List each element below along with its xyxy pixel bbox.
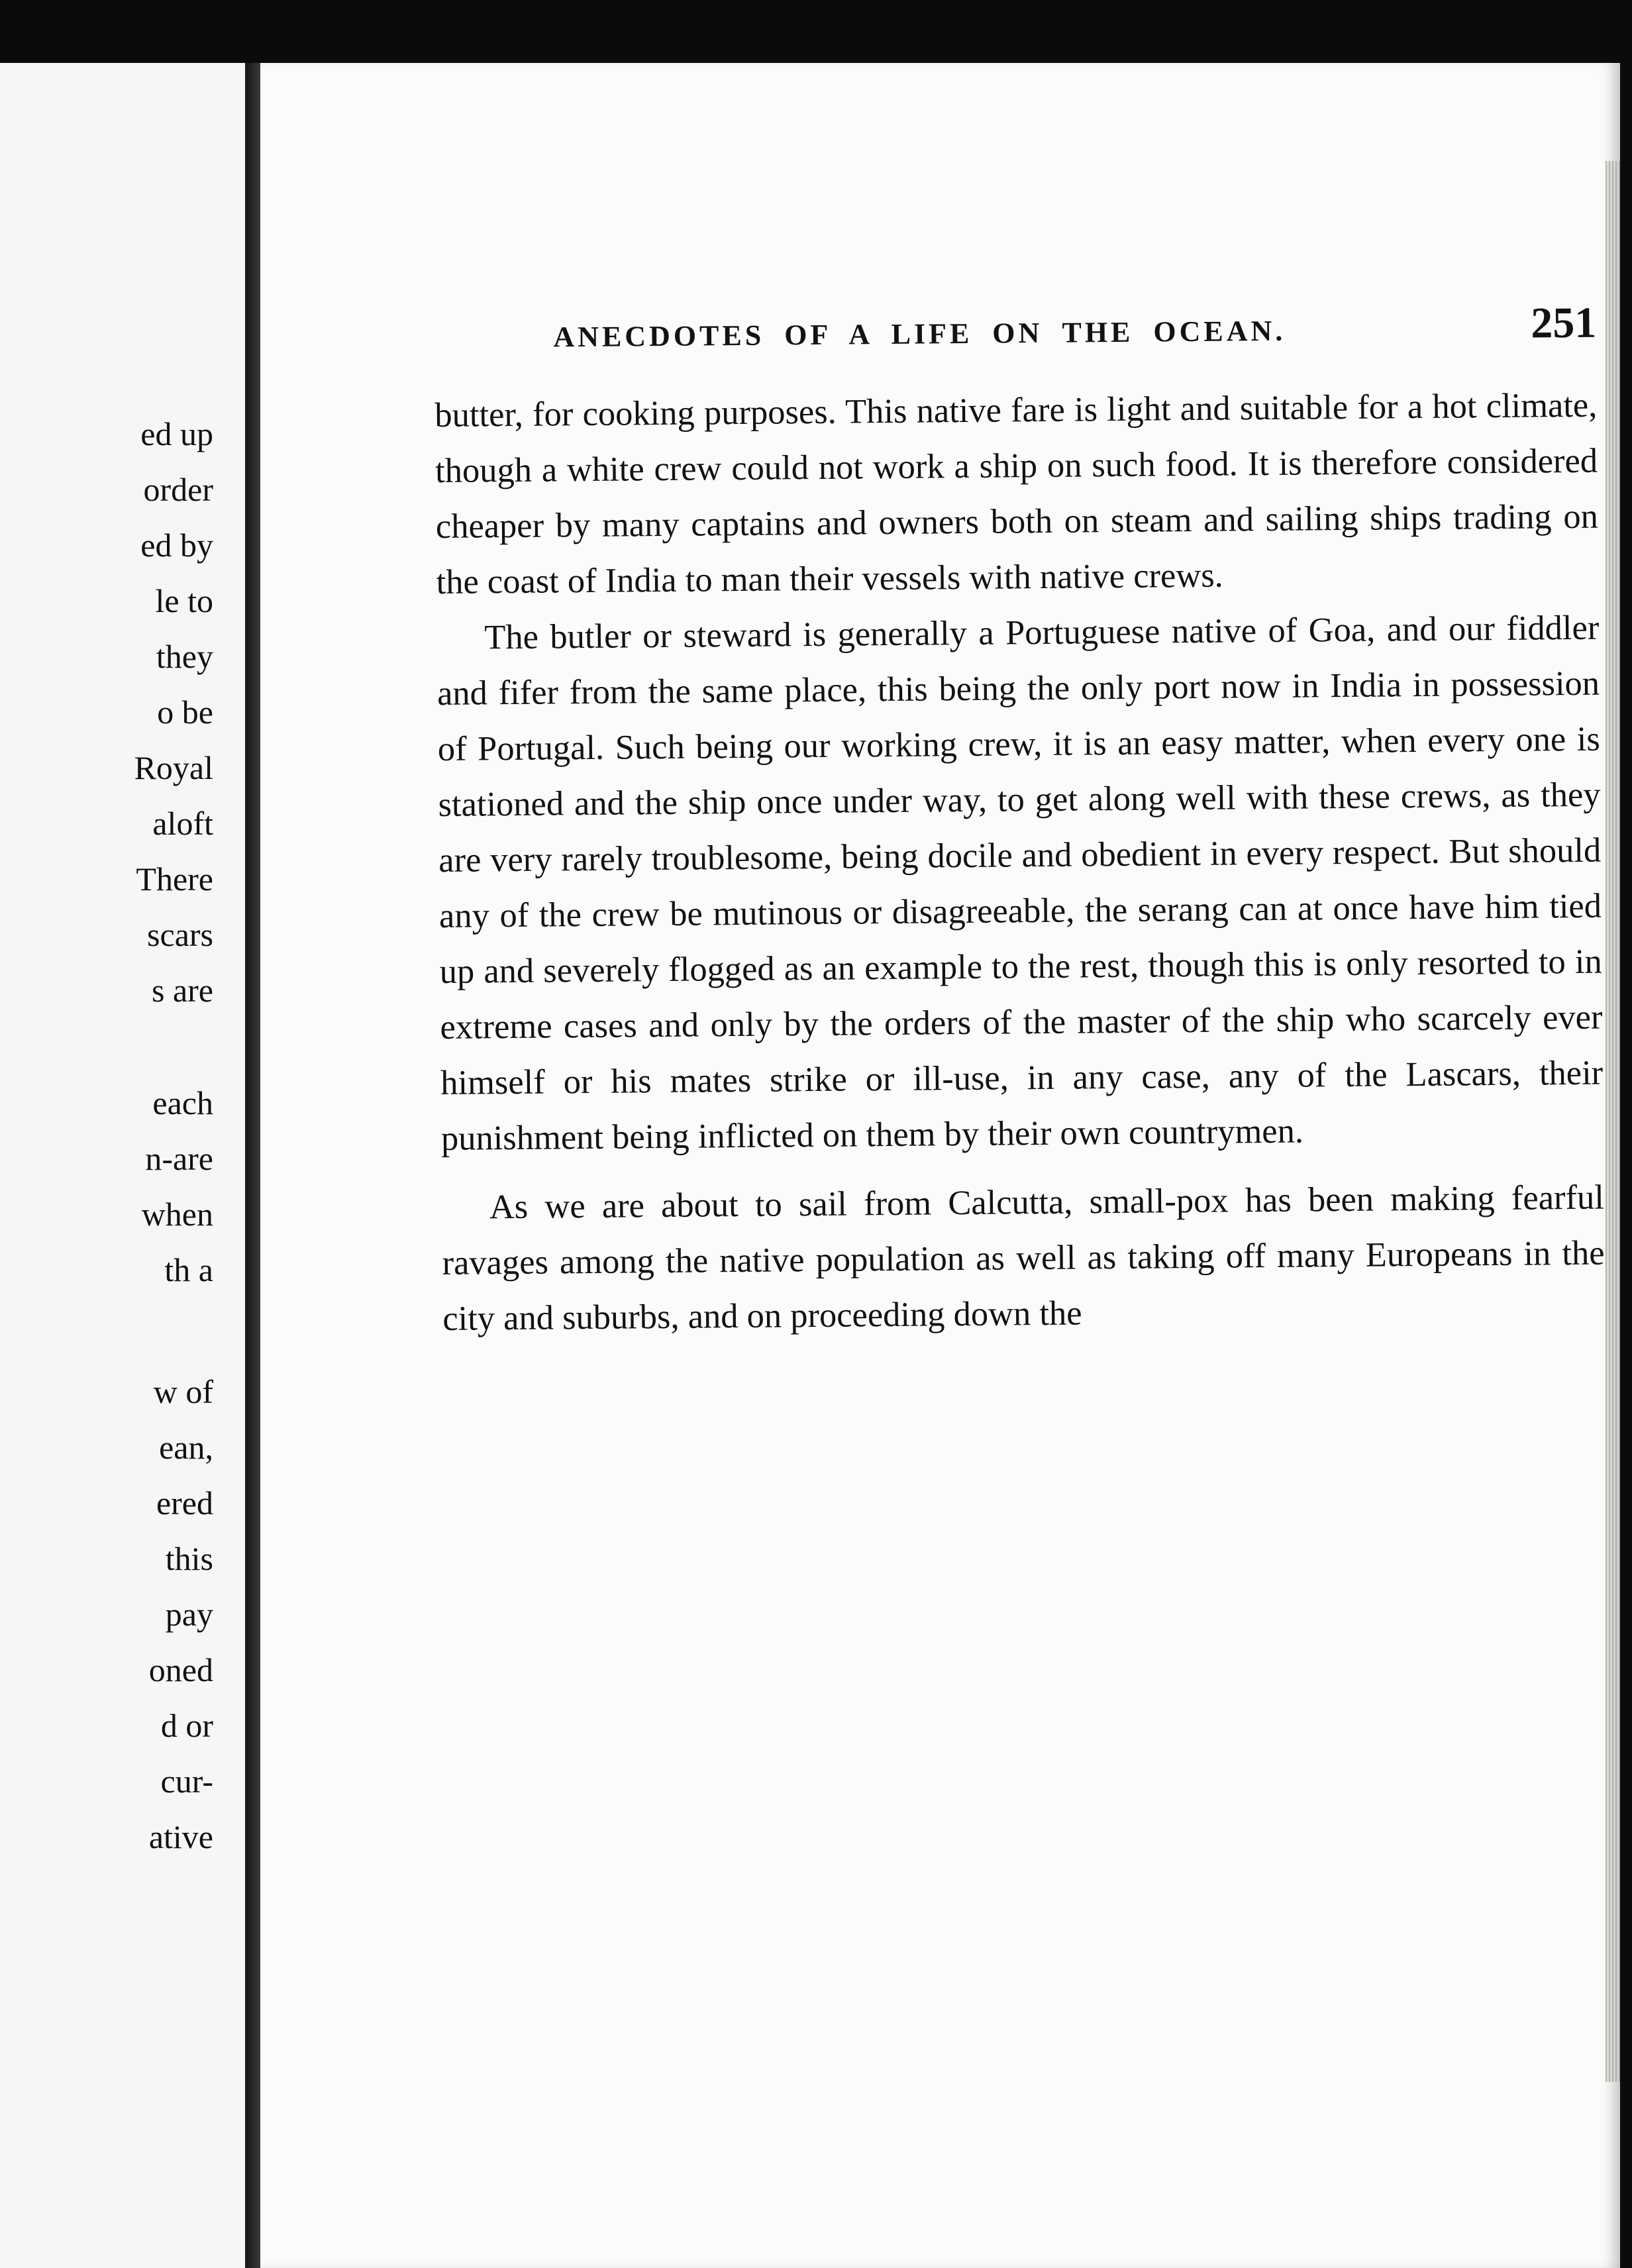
running-head — [434, 298, 1597, 387]
left-page — [0, 63, 247, 2268]
left-fragment: this — [165, 1540, 213, 1577]
left-fragment: when — [141, 1196, 213, 1233]
left-fragment: each — [152, 1084, 213, 1121]
left-fragment: o be — [157, 694, 213, 731]
running-head-title: ANECDOTES OF A LIFE ON THE OCEAN. — [553, 314, 1286, 354]
left-fragment: ed up — [140, 415, 213, 452]
left-fragment: ed by — [140, 527, 213, 564]
paragraph-3: As we are about to sail from Calcutta, small-pox has been making fearful ravages among the native population as well as taking off many Europeans in the city and suburbs, and on proceeding down the — [442, 1178, 1605, 1338]
left-fragment: ered — [156, 1484, 213, 1521]
left-fragment: Royal — [134, 749, 213, 786]
paragraph-2: The butler or steward is generally a Portuguese native of Goa, and our fiddler and fifer from the same place, this being the only port now in India in possession of Portugal. Such being our working crew, it is an easy matter, when every one is stationed and the ship once under way, to get along well with these crews, as they are very rarely troublesome, being docile and obedient in every respect. But should any of the crew be mutinous or disagreeable, the serang can at once have him tied up and severely flogged as an example to the rest, though this is only resorted to in extreme cases and only by the orders of the master of the ship who scarcely ever himself or his mates strike or ill-use, in any case, any of the Lascars, their punishment being inflicted on them by their own countrymen. — [436, 608, 1604, 1158]
left-fragment: s are — [152, 972, 213, 1009]
left-fragment: ative — [148, 1818, 213, 1855]
page-edge — [1606, 161, 1620, 2082]
left-page-text-fragments — [0, 63, 245, 2268]
left-fragment: they — [156, 638, 213, 675]
left-fragment: th a — [164, 1251, 213, 1288]
right-page — [260, 63, 1620, 2268]
left-fragment: le to — [155, 582, 213, 619]
paragraph-1: butter, for cooking purposes. This native fare is light and suitable for a hot climate, though a white crew could not work a ship on such food. It is therefore considered cheaper by many captains and owners both on steam and sailing ships trading on the coast of India to man their vessels with native crews. — [434, 386, 1599, 601]
left-fragment: n-are — [145, 1140, 213, 1177]
left-fragment: scars — [147, 916, 213, 953]
left-fragment: aloft — [152, 805, 213, 842]
left-fragment: order — [143, 471, 213, 508]
left-fragment: cur- — [160, 1763, 213, 1800]
left-fragment: w of — [153, 1373, 213, 1410]
left-fragment: d or — [160, 1707, 213, 1744]
left-fragment: There — [136, 860, 213, 898]
left-fragment: ean, — [159, 1429, 213, 1466]
left-fragment: oned — [148, 1651, 213, 1688]
book-gutter — [247, 63, 260, 2268]
page-number: 251 — [1530, 298, 1597, 348]
left-fragment: pay — [165, 1596, 213, 1633]
page-content — [434, 298, 1606, 1347]
